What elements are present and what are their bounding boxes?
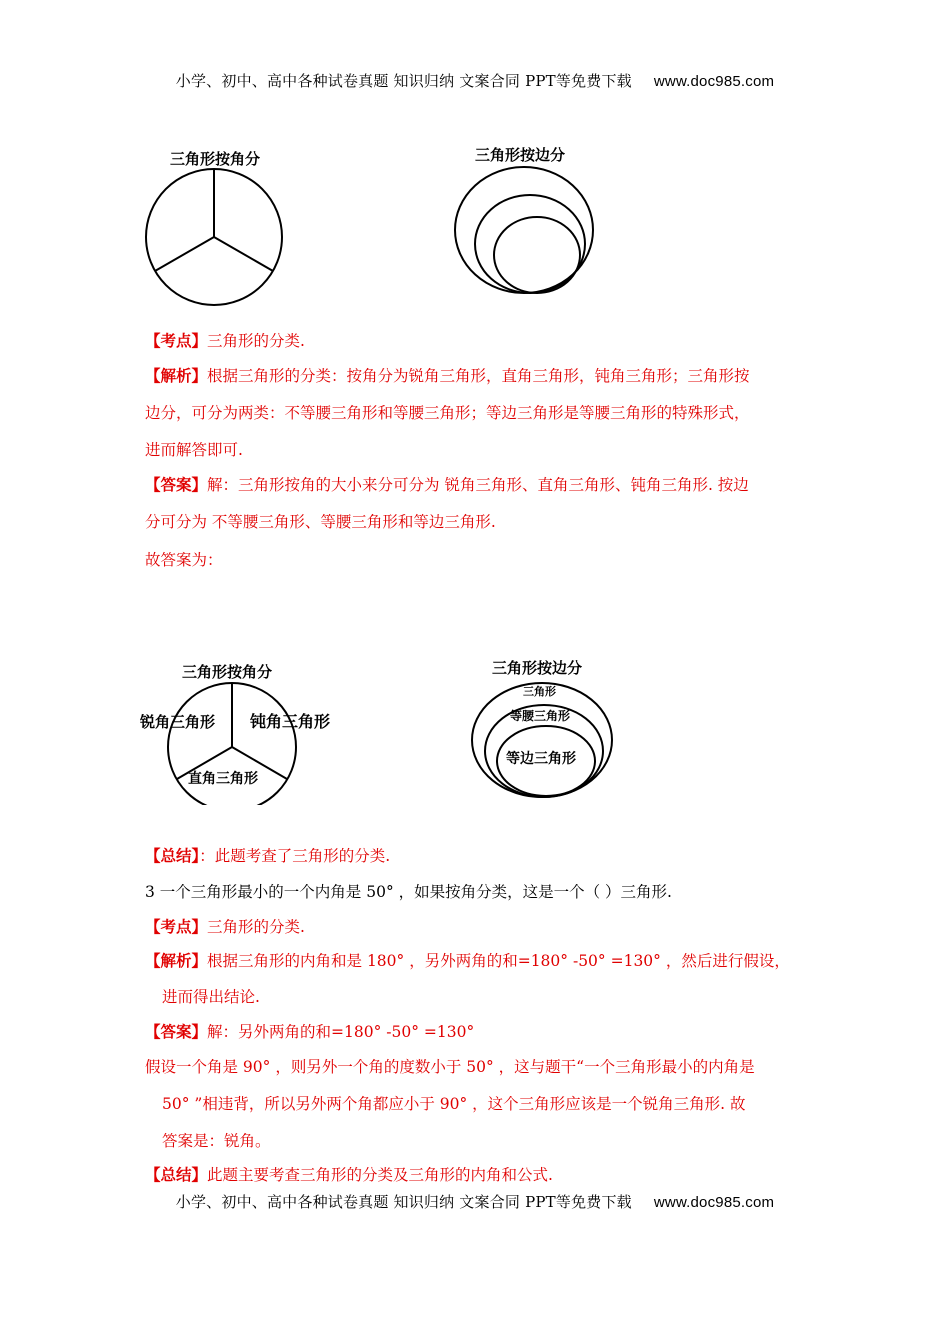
q3-daan-line-4: 答案是：锐角。 [162, 1132, 271, 1150]
inner-ellipse [494, 217, 580, 293]
q3-kaodian-text: 三角形的分类. [207, 918, 305, 936]
q2-jiexi-line-2: 边分，可分为两类：不等腰三角形和等腰三角形；等边三角形是等腰三角形的特殊形式， [145, 404, 750, 422]
q3-daan-tag: 【答案】 [145, 1022, 208, 1041]
angle-divider-left [155, 237, 214, 271]
q3-kaodian-tag: 【考点】 [145, 917, 208, 936]
q2-kaodian [145, 330, 820, 352]
inner-label: 等边三角形 [506, 751, 576, 767]
figure1-side-title: 三角形按边分 [475, 146, 566, 164]
daan-tag: 【答案】 [145, 475, 208, 494]
obtuse-label: 钝角三角形 [250, 712, 331, 731]
q2-zongjie [145, 845, 820, 867]
outer-label: 三角形 [523, 685, 556, 698]
zongjie-text: ：此题考查了三角形的分类. [199, 847, 391, 865]
q3-zongjie [145, 1164, 820, 1186]
angle-divider-right [214, 237, 273, 271]
q2-jiexi-line-1 [145, 365, 820, 387]
q2-daan-line-2: 分可分为 不等腰三角形、等腰三角形和等边三角形. [145, 513, 496, 531]
q3-jiexi-line-2: 进而得出结论. [162, 988, 260, 1006]
q3-kaodian [145, 916, 820, 938]
figure2-angle-title: 三角形按角分 [182, 663, 273, 681]
figure2-side-title: 三角形按边分 [492, 659, 583, 677]
daan-text: 解：三角形按角的大小来分可分为 锐角三角形、直角三角形、钝角三角形. 按边 [207, 476, 749, 494]
angle-classification-labeled-diagram [138, 655, 353, 805]
side-classification-blank-diagram [445, 140, 615, 310]
kaodian-tag: 【考点】 [145, 331, 208, 350]
q3-question: 3 一个三角形最小的一个内角是 50° ，如果按角分类，这是一个（ ）三角形. [145, 883, 672, 901]
q3-jiexi-text: 根据三角形的内角和是 180° ，另外两角的和=180° -50° =130° ，然后进行假设， [207, 952, 790, 970]
footer-site: www.doc985.com [653, 1194, 775, 1211]
zongjie-tag: 【总结】 [145, 846, 200, 865]
figure1-angle-title: 三角形按角分 [170, 150, 261, 168]
page-header [0, 70, 950, 91]
q3-daan-line-2: 假设一个角是 90° ，则另外一个角的度数小于 50° ，这与题干“一个三角形最小的内角是 [145, 1058, 755, 1076]
middle-label: 等腰三角形 [510, 709, 571, 723]
q2-daan-line-3: 故答案为： [145, 551, 223, 569]
q3-daan-line-3: 50° ”相违背，所以另外两个角都应小于 90° ，这个三角形应该是一个锐角三角形. 故 [162, 1095, 746, 1113]
q3-zongjie-text: 此题主要考查三角形的分类及三角形的内角和公式. [207, 1166, 553, 1184]
footer-text: 小学、初中、高中各种试卷真题 知识归纳 文案合同 PPT等免费下载 [175, 1193, 632, 1211]
middle-ellipse [475, 195, 585, 293]
jiexi-tag: 【解析】 [145, 366, 208, 385]
acute-label: 锐角三角形 [140, 713, 216, 731]
q3-jiexi-tag: 【解析】 [145, 951, 208, 970]
q3-daan-line-1 [145, 1021, 820, 1043]
right-label: 直角三角形 [188, 771, 258, 787]
header-text: 小学、初中、高中各种试卷真题 知识归纳 文案合同 PPT等免费下载 [175, 72, 632, 90]
header-site: www.doc985.com [653, 73, 775, 90]
q3-jiexi-line-1 [145, 950, 820, 972]
q2-jiexi-line-3: 进而解答即可. [145, 441, 243, 459]
q3-zongjie-tag: 【总结】 [145, 1165, 208, 1184]
side-classification-labeled-diagram [468, 653, 628, 803]
page-footer [0, 1191, 950, 1212]
angle-classification-blank-diagram [140, 140, 300, 310]
q2-daan-line-1 [145, 474, 820, 496]
q3-daan-text: 解：另外两角的和=180° -50° =130° [207, 1023, 475, 1041]
jiexi-text: 根据三角形的分类：按角分为锐角三角形，直角三角形，钝角三角形；三角形按 [207, 367, 750, 385]
kaodian-text: 三角形的分类. [207, 332, 305, 350]
